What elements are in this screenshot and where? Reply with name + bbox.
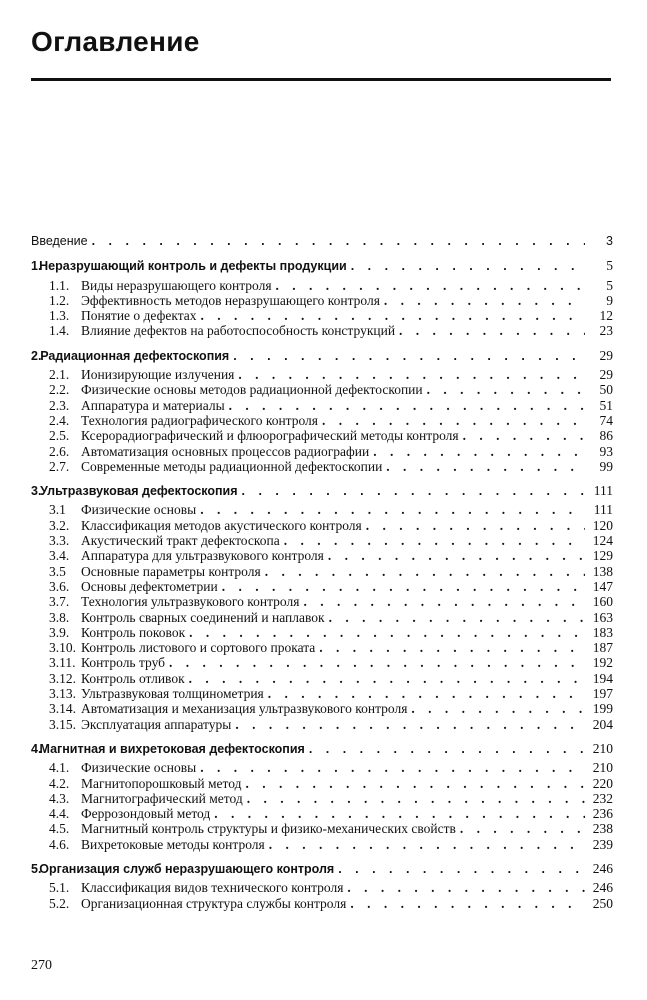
toc-entry-label: Современные методы радиационной дефектоскопии <box>81 458 383 474</box>
toc-entry-page: 220 <box>592 775 613 791</box>
toc-entry-number: 3.4. <box>49 548 70 564</box>
toc-entry-label: Акустический тракт дефектоскопа <box>81 533 280 549</box>
toc-chapter <box>31 258 613 273</box>
toc-entry-label: Понятие о дефектах <box>81 308 197 324</box>
dot-leader <box>309 742 585 757</box>
toc-entry <box>31 837 613 852</box>
toc-entry-label: Основы дефектометрии <box>81 578 218 594</box>
toc-entry-number: 2.2. <box>49 382 70 398</box>
toc-gap <box>31 249 613 258</box>
toc-gap <box>31 732 613 741</box>
toc-entry-page: 51 <box>599 397 613 413</box>
dot-leader <box>265 564 585 579</box>
dot-leader <box>399 323 585 338</box>
toc-entry-page: 12 <box>599 308 613 324</box>
toc-entry-page: 246 <box>592 880 613 896</box>
toc-entry-label: Магнитная и вихретоковая дефектоскопия <box>39 741 305 756</box>
dot-leader <box>222 579 585 594</box>
toc-entry-number: 4.6. <box>49 836 70 852</box>
dot-leader <box>303 594 585 609</box>
toc-intro <box>31 234 613 249</box>
dot-leader <box>214 806 585 821</box>
toc-entry-label: Аппаратура для ультразвукового контроля <box>81 548 324 564</box>
dot-leader <box>329 610 585 625</box>
toc-entry-number: 2.6. <box>49 443 70 459</box>
toc-entry-number: 4. <box>31 741 42 756</box>
toc-entry <box>31 821 613 836</box>
toc-entry <box>31 444 613 459</box>
dot-leader <box>366 518 585 533</box>
toc-entry-number: 3.8. <box>49 609 70 625</box>
toc-entry-page: 111 <box>593 502 613 518</box>
dot-leader <box>229 398 585 413</box>
toc-entry-label: Контроль листового и сортового проката <box>81 640 316 656</box>
toc-entry <box>31 293 613 308</box>
toc-entry-page: 163 <box>592 609 613 625</box>
dot-leader <box>347 880 585 895</box>
toc-entry-number: 4.3. <box>49 790 70 806</box>
dot-leader <box>233 349 585 364</box>
toc-entry-label: Ультразвуковая дефектоскопия <box>40 484 238 499</box>
toc-entry-label: Классификация методов акустического контроля <box>81 517 362 533</box>
toc-entry-page: 3 <box>606 234 613 248</box>
toc-entry-number: 3.13. <box>49 686 76 702</box>
dot-leader <box>245 776 585 791</box>
toc-entry-label: Ультразвуковая толщинометрия <box>81 686 264 702</box>
dot-leader <box>319 640 585 655</box>
dot-leader <box>427 382 585 397</box>
toc-entry-page: 99 <box>599 458 613 474</box>
toc-entry <box>31 564 613 579</box>
toc-entry-number: 3.6. <box>49 578 70 594</box>
toc-entry-number: 5.2. <box>49 895 70 911</box>
toc-entry-label: Влияние дефектов на работоспособность конструкций <box>81 323 396 339</box>
toc-entry-number: 4.1. <box>49 760 70 776</box>
toc-entry-page: 93 <box>599 443 613 459</box>
toc-entry <box>31 323 613 338</box>
toc-entry <box>31 398 613 413</box>
toc-entry-page: 210 <box>592 760 613 776</box>
dot-leader <box>235 717 585 732</box>
toc-entry-page: 183 <box>592 624 613 640</box>
toc-entry-number: 3.11. <box>49 655 76 671</box>
toc-entry-label: Физические основы <box>81 502 197 518</box>
toc-chapter <box>31 861 613 876</box>
toc-entry-page: 160 <box>592 594 613 610</box>
toc-entry-page: 239 <box>592 836 613 852</box>
toc-entry-label: Основные параметры контроля <box>81 563 261 579</box>
dot-leader <box>386 459 585 474</box>
toc-entry-page: 111 <box>593 483 613 499</box>
toc-gap <box>31 339 613 348</box>
toc-entry <box>31 880 613 895</box>
toc-chapter <box>31 741 613 756</box>
toc-entry-label: Феррозондовый метод <box>81 806 211 822</box>
toc-entry-label: Контроль труб <box>81 655 166 671</box>
toc-entry-number: 2. <box>31 348 42 363</box>
toc-entry-page: 238 <box>592 821 613 837</box>
toc-entry-label: Неразрушающий контроль и дефекты продукции <box>39 259 347 274</box>
toc-entry-label: Эксплуатация аппаратуры <box>81 716 232 732</box>
toc-entry-number: 3.7. <box>49 594 70 610</box>
toc-entry-label: Магнитный контроль структуры и физико-механических свойств <box>81 821 456 837</box>
dot-leader <box>276 278 585 293</box>
toc-entry <box>31 278 613 293</box>
dot-leader <box>92 234 585 249</box>
table-of-contents <box>31 234 613 911</box>
toc-entry-label: Магнитопорошковый метод <box>81 775 242 791</box>
dot-leader <box>350 896 585 911</box>
toc-entry-label: Контроль отливок <box>81 670 185 686</box>
toc-entry <box>31 533 613 548</box>
toc-gap <box>31 852 613 861</box>
toc-entry <box>31 717 613 732</box>
toc-entry-page: 210 <box>592 740 613 756</box>
toc-entry-page: 124 <box>592 533 613 549</box>
toc-entry-page: 29 <box>599 367 613 383</box>
toc-entry-label: Виды неразрушающего контроля <box>81 277 272 293</box>
dot-leader <box>189 671 585 686</box>
dot-leader <box>284 533 585 548</box>
toc-entry <box>31 594 613 609</box>
dot-leader <box>338 862 585 877</box>
toc-entry-label: Аппаратура и материалы <box>81 397 225 413</box>
toc-entry-label: Ксерорадиографический и флюорографический методы контроля <box>81 428 459 444</box>
toc-entry <box>31 610 613 625</box>
toc-entry-page: 129 <box>592 548 613 564</box>
toc-entry-page: 197 <box>592 686 613 702</box>
toc-entry-label: Технология ультразвукового контроля <box>81 594 300 610</box>
dot-leader <box>242 484 585 499</box>
toc-entry <box>31 776 613 791</box>
toc-entry-number: 3.15. <box>49 716 76 732</box>
toc-entry-number: 2.4. <box>49 412 70 428</box>
toc-entry <box>31 640 613 655</box>
page-number: 270 <box>31 958 52 973</box>
toc-entry-page: 74 <box>599 412 613 428</box>
toc-entry-page: 120 <box>592 517 613 533</box>
dot-leader <box>247 791 585 806</box>
toc-entry-label: Введение <box>31 234 88 248</box>
toc-entry-page: 246 <box>592 860 613 876</box>
dot-leader <box>384 293 585 308</box>
toc-entry <box>31 413 613 428</box>
title-rule <box>31 78 611 81</box>
toc-entry-label: Контроль сварных соединений и наплавок <box>81 609 325 625</box>
toc-entry-page: 236 <box>592 806 613 822</box>
toc-entry-label: Ионизирующие излучения <box>81 367 235 383</box>
toc-entry-number: 1.2. <box>49 292 70 308</box>
toc-entry <box>31 896 613 911</box>
toc-entry-number: 4.4. <box>49 806 70 822</box>
toc-entry-page: 187 <box>592 640 613 656</box>
toc-entry <box>31 548 613 563</box>
toc-entry-label: Автоматизация основных процессов радиографии <box>81 443 370 459</box>
toc-entry <box>31 686 613 701</box>
toc-entry-page: 204 <box>592 716 613 732</box>
toc-entry-page: 192 <box>592 655 613 671</box>
toc-entry-label: Автоматизация и механизация ультразвукового контроля <box>81 701 408 717</box>
toc-entry-page: 86 <box>599 428 613 444</box>
toc-entry-page: 250 <box>592 895 613 911</box>
toc-entry-label: Контроль поковок <box>81 624 186 640</box>
toc-entry-number: 3.14. <box>49 701 76 717</box>
toc-entry-number: 1.3. <box>49 308 70 324</box>
toc-entry-number: 4.5. <box>49 821 70 837</box>
toc-entry <box>31 671 613 686</box>
toc-entry-page: 29 <box>599 347 613 363</box>
toc-gap <box>31 474 613 483</box>
toc-entry-page: 5 <box>606 258 613 274</box>
toc-entry-number: 3.9. <box>49 624 70 640</box>
toc-entry <box>31 701 613 716</box>
dot-leader <box>268 686 585 701</box>
toc-entry-label: Организация служб неразрушающего контроля <box>39 861 335 876</box>
dot-leader <box>411 701 585 716</box>
toc-entry-number: 2.7. <box>49 458 70 474</box>
toc-entry-number: 2.5. <box>49 428 70 444</box>
toc-entry <box>31 308 613 323</box>
toc-entry-number: 3.10. <box>49 640 76 656</box>
dot-leader <box>328 548 585 563</box>
toc-entry-number: 3.5 <box>49 563 66 579</box>
toc-entry-number: 4.2. <box>49 775 70 791</box>
toc-entry-label: Радиационная дефектоскопия <box>40 348 230 363</box>
toc-entry-number: 3.12. <box>49 670 76 686</box>
dot-leader <box>238 367 585 382</box>
toc-entry <box>31 760 613 775</box>
toc-entry-label: Магнитографический метод <box>81 790 243 806</box>
toc-entry <box>31 367 613 382</box>
dot-leader <box>373 444 585 459</box>
dot-leader <box>269 837 585 852</box>
toc-entry-page: 138 <box>592 563 613 579</box>
toc-entry-page: 194 <box>592 670 613 686</box>
toc-entry-number: 5. <box>31 861 42 876</box>
toc-entry <box>31 655 613 670</box>
dot-leader <box>351 259 585 274</box>
page-title: Оглавление <box>31 26 200 57</box>
toc-entry-number: 2.3. <box>49 397 70 413</box>
toc-entry-page: 199 <box>592 701 613 717</box>
dot-leader <box>463 428 585 443</box>
toc-entry-number: 2.1. <box>49 367 70 383</box>
toc-entry-number: 1. <box>31 259 42 274</box>
toc-entry-label: Физические основы <box>81 760 197 776</box>
dot-leader <box>460 821 585 836</box>
toc-entry <box>31 459 613 474</box>
toc-entry <box>31 518 613 533</box>
toc-entry-page: 50 <box>599 382 613 398</box>
toc-entry <box>31 502 613 517</box>
toc-entry-number: 3. <box>31 484 42 499</box>
dot-leader <box>169 655 585 670</box>
toc-chapter <box>31 348 613 363</box>
toc-entry-number: 1.4. <box>49 323 70 339</box>
toc-entry-label: Вихретоковые методы контроля <box>81 836 265 852</box>
dot-leader <box>322 413 585 428</box>
toc-chapter <box>31 483 613 498</box>
toc-entry-label: Организационная структура службы контроля <box>81 895 347 911</box>
toc-entry-label: Физические основы методов радиационной дефектоскопии <box>81 382 423 398</box>
dot-leader <box>200 760 585 775</box>
toc-entry <box>31 428 613 443</box>
toc-entry-page: 9 <box>606 292 613 308</box>
toc-entry-label: Технология радиографического контроля <box>81 412 319 428</box>
dot-leader <box>189 625 585 640</box>
toc-entry <box>31 625 613 640</box>
toc-entry-number: 3.1 <box>49 502 66 518</box>
toc-entry-page: 5 <box>606 277 613 293</box>
dot-leader <box>200 502 585 517</box>
toc-entry-page: 147 <box>592 578 613 594</box>
toc-entry <box>31 791 613 806</box>
toc-entry-label: Классификация видов технического контроля <box>81 880 344 896</box>
toc-entry-number: 1.1. <box>49 277 70 293</box>
toc-entry-label: Эффективность методов неразрушающего контроля <box>81 292 380 308</box>
toc-entry <box>31 806 613 821</box>
toc-entry-page: 232 <box>592 790 613 806</box>
toc-entry-page: 23 <box>599 323 613 339</box>
toc-entry-number: 3.3. <box>49 533 70 549</box>
toc-entry-number: 3.2. <box>49 517 70 533</box>
toc-entry <box>31 579 613 594</box>
toc-entry <box>31 382 613 397</box>
toc-entry-number: 5.1. <box>49 880 70 896</box>
dot-leader <box>201 308 585 323</box>
